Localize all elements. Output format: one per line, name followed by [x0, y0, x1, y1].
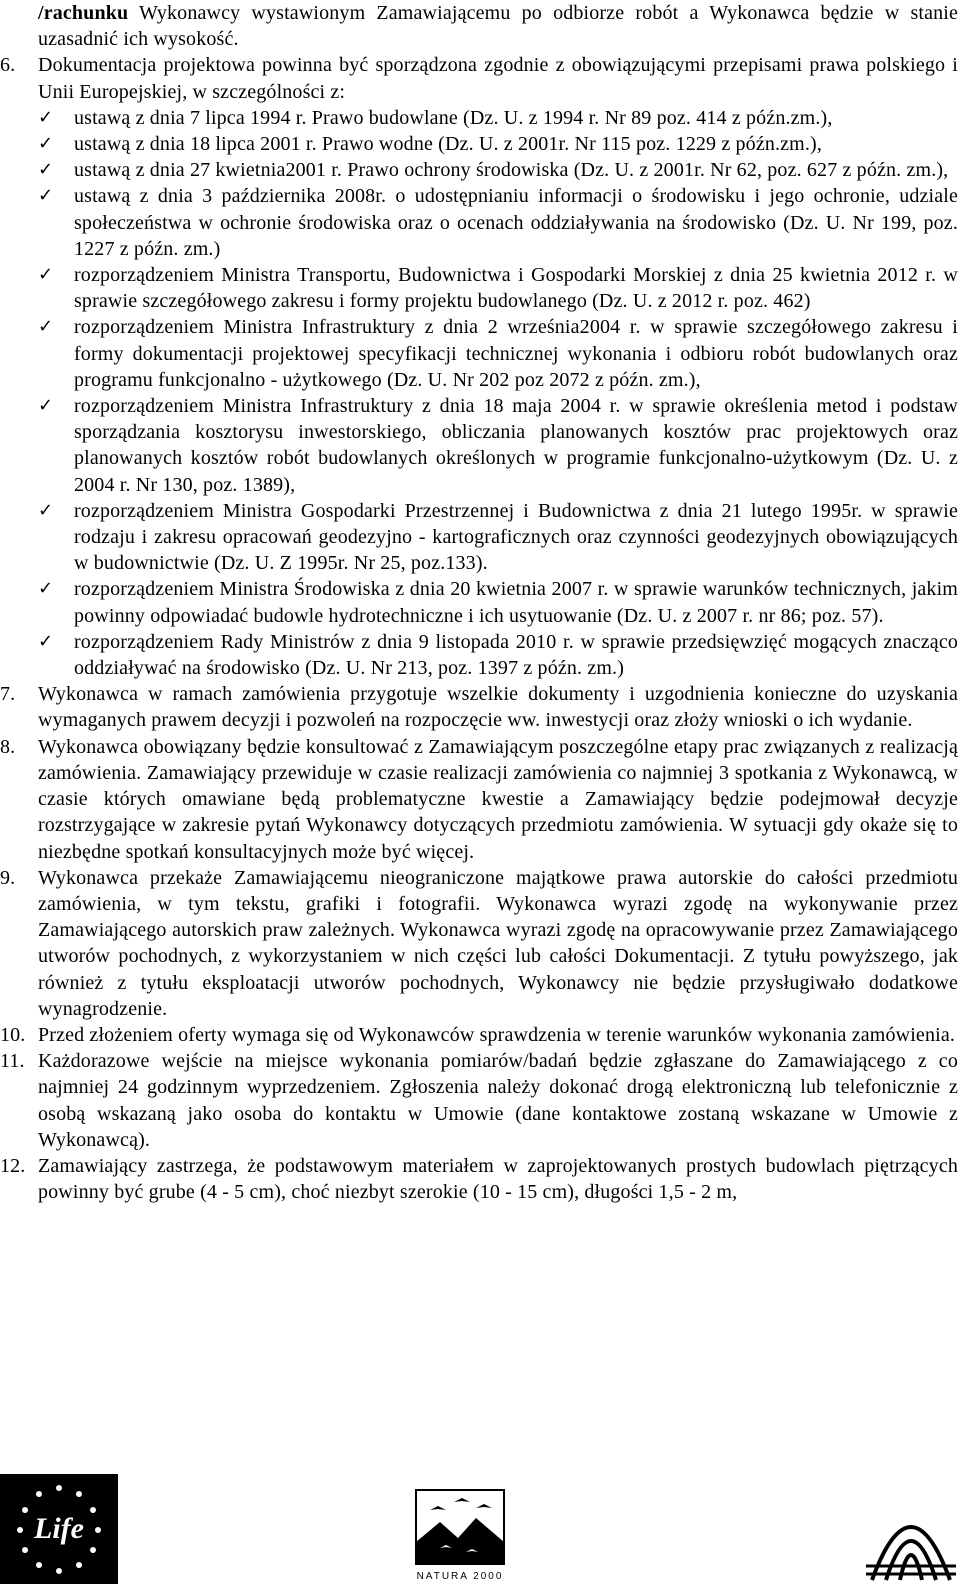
- continuation-paragraph: [0, 0, 958, 52]
- checklist-item-text: ustawą z dnia 27 kwietnia2001 r. Prawo ochrony środowiska (Dz. U. z 2001r. Nr 62, poz. 627 z późn. zm.),: [74, 159, 949, 182]
- checklist-item: [0, 105, 958, 131]
- continuation-bold: /rachunku: [38, 2, 129, 24]
- checklist-item-text: rozporządzeniem Ministra Gospodarki Przestrzennej i Budownictwa z dnia 21 lutego 1995r. w sprawie rodzaju i zakresu opracowań geodezyjno - kartograficznych oraz czynności geodezyjnych obowiązujących w budownictwie (Dz. U. Z 1995r. Nr 25, poz.133).: [74, 499, 958, 575]
- checklist-item: [0, 314, 958, 393]
- item-number: 7.: [0, 683, 16, 706]
- item-text: Przed złożeniem oferty wymaga się od Wykonawców sprawdzenia w terenie warunków wykonania zamówienia.: [38, 1023, 955, 1046]
- institution-emblem-icon: [862, 1484, 960, 1584]
- list-item-7: [0, 681, 958, 733]
- checklist-item: [0, 157, 958, 183]
- item-number: 6.: [0, 54, 16, 77]
- item-text: Zamawiający zastrzega, że podstawowym materiałem w zaprojektowanych prostych budowlach piętrzących powinny być grube (4 - 5 cm), choć niezbyt szerokie (10 - 15 cm), długości 1,5 - 2 m,: [38, 1154, 958, 1204]
- check-icon: ✓: [38, 630, 54, 652]
- list-item-8: [0, 734, 958, 865]
- natura-2000-logo: [410, 1482, 510, 1582]
- checklist-item-text: rozporządzeniem Ministra Transportu, Budownictwa i Gospodarki Morskiej z dnia 25 kwietnia 2012 r. w sprawie szczegółowego zakresu i formy projektu budowlanego (Dz. U. z 2012 r. poz. 462): [74, 264, 958, 313]
- regulations-checklist: [0, 105, 958, 681]
- item-text: Dokumentacja projektowa powinna być sporządzona zgodnie z obowiązującymi przepisami prawa polskiego i Unii Europejskiej, w szczególności z:: [38, 54, 958, 103]
- item-number: 12.: [0, 1154, 26, 1177]
- item-text: Wykonawca w ramach zamówienia przygotuje wszelkie dokumenty i uzgodnienia konieczne do uzyskania wymaganych prawem decyzji i pozwoleń na rozpoczęcie ww. inwestycji oraz złoży wnioski o ich wydanie.: [38, 683, 958, 732]
- life-logo-text: Life: [34, 1512, 84, 1545]
- checklist-item-text: rozporządzeniem Ministra Infrastruktury z dnia 18 maja 2004 r. w sprawie określenia metod i podstaw sporządzania kosztorysu inwestorskiego, obliczania planowanych kosztów prac projektowych oraz planowanych kosztów robót budowlanych określonych w programie funkcjonalno-użytkowym (Dz. U. z 2004 r. Nr 130, poz. 1389),: [74, 395, 958, 496]
- check-icon: ✓: [38, 159, 54, 181]
- check-icon: ✓: [38, 499, 54, 521]
- checklist-item: [0, 629, 958, 681]
- checklist-item-text: rozporządzeniem Ministra Środowiska z dnia 20 kwietnia 2007 r. w sprawie warunków technicznych, jakim powinny odpowiadać budowle hydrotechniczne i ich usytuowanie (Dz. U. z 2007 r. nr 86; poz. 57).: [74, 578, 958, 627]
- item-number: 11.: [0, 1050, 25, 1073]
- list-item-9: [0, 865, 958, 1022]
- natura-birds-icon: [410, 1482, 510, 1568]
- item-text: Każdorazowe wejście na miejsce wykonania pomiarów/badań będzie zgłaszane do Zamawiającego z co najmniej 24 godzinnym wyprzedzeniem. Zgłoszenia należy dokonać drogą elektroniczną lub telefonicznie z osobą wskazaną jako osoba do kontaktu w Umowie (dane kontaktowe zostaną wskazane w Umowie z Wykonawcą).: [38, 1050, 958, 1151]
- page-footer: [0, 1464, 960, 1584]
- item-number: 9.: [0, 866, 16, 889]
- check-icon: ✓: [38, 578, 54, 600]
- check-icon: ✓: [38, 395, 54, 417]
- item-number: 8.: [0, 735, 16, 758]
- check-icon: ✓: [38, 264, 54, 286]
- checklist-item-text: ustawą z dnia 3 października 2008r. o udostępnianiu informacji o środowisku i jego ochronie, udziale społeczeństwa w ochronie środowiska oraz o ocenach oddziaływania na środowisko (Dz. U. Nr 199, poz. 1227 z późn. zm.): [74, 185, 958, 260]
- checklist-item-text: ustawą z dnia 7 lipca 1994 r. Prawo budowlane (Dz. U. z 1994 r. Nr 89 poz. 414 z późn.zm.),: [74, 106, 833, 129]
- checklist-item-text: rozporządzeniem Ministra Infrastruktury z dnia 2 września2004 r. w sprawie szczegółowego zakresu i formy dokumentacji projektowej specyfikacji technicznej wykonania i odbioru robót budowlanych oraz programu funkcjonalno - użytkowego (Dz. U. Nr 202 poz 2072 z późn. zm.),: [74, 316, 958, 391]
- check-icon: ✓: [38, 185, 54, 207]
- list-item-12: [0, 1153, 958, 1205]
- checklist-item-text: ustawą z dnia 18 lipca 2001 r. Prawo wodne (Dz. U. z 2001r. Nr 115 poz. 1229 z późn.zm.),: [74, 133, 822, 156]
- item-text: Wykonawca obowiązany będzie konsultować z Zamawiającym poszczególne etapy prac związanych z realizacją zamówienia. Zamawiający przewiduje w czasie realizacji zamówienia co najmniej 3 spotkania z Wykonawcą, w czasie których omawiane będą problematyczne kwestie a Zamawiający będzie podejmował decyzje rozstrzygające w zakresie pytań Wykonawcy dotyczących przedmiotu zamówienia. W sytuacji gdy okaże się to niezbędne spotkań konsultacyjnych może być więcej.: [38, 735, 958, 863]
- check-icon: ✓: [38, 316, 54, 338]
- checklist-item: [0, 498, 958, 577]
- checklist-item-text: rozporządzeniem Rady Ministrów z dnia 9 listopada 2010 r. w sprawie przedsięwzięć mogących znacząco oddziaływać na środowisko (Dz. U. Nr 213, poz. 1397 z późn. zm.): [74, 630, 958, 680]
- list-item-11: [0, 1048, 958, 1153]
- checklist-item: [0, 576, 958, 628]
- check-icon: ✓: [38, 133, 54, 155]
- list-item-10: [0, 1022, 958, 1048]
- checklist-item: [0, 131, 958, 157]
- item-text: Wykonawca przekaże Zamawiającemu nieograniczone majątkowe prawa autorskie do całości przedmiotu zamówienia, w tym tekstu, grafiki i fotografii. Wykonawca wyrazi zgodę na wykonywanie przez Zamawiającego autorskich praw zależnych. Wykonawca wyrazi zgodę na opracowywanie przez Zamawiającego utworów pochodnych, z wykorzystaniem w nich części lub całości Dokumentacji. Z tytułu powyższego, jak również z tytułu eksploatacji utworów pochodnych, Wykonawcy nie będzie przysługiwało dodatkowe wynagrodzenie.: [38, 866, 958, 1020]
- checklist-item: [0, 262, 958, 314]
- institution-logo: [862, 1484, 960, 1584]
- check-icon: ✓: [38, 106, 54, 128]
- checklist-item: [0, 183, 958, 262]
- life-logo: [0, 1474, 118, 1584]
- natura-2000-text: NATURA 2000: [416, 1571, 504, 1582]
- continuation-text: Wykonawcy wystawionym Zamawiającemu po odbiorze robót a Wykonawca będzie w stanie uzasadnić ich wysokość.: [38, 2, 958, 51]
- item-number: 10.: [0, 1023, 26, 1046]
- checklist-item: [0, 393, 958, 498]
- list-item-6: [0, 52, 958, 104]
